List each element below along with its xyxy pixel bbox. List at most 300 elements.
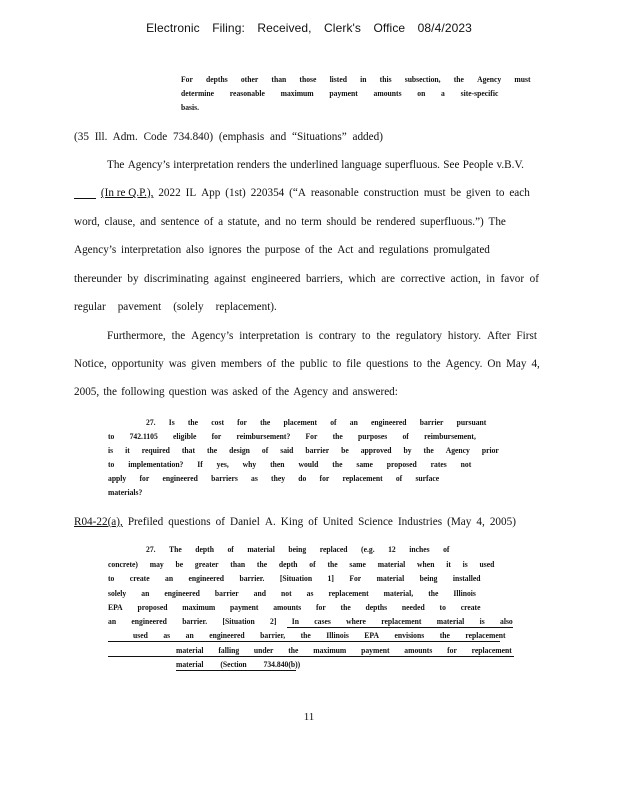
quote-line <box>176 660 300 669</box>
word: discriminating <box>144 273 209 285</box>
word: maximum <box>313 646 347 655</box>
word: cost <box>211 418 224 427</box>
word: engineered <box>188 574 225 583</box>
word: concrete) <box>108 560 138 569</box>
word: answered: <box>352 386 398 398</box>
word: 2022 <box>158 187 181 199</box>
word: why <box>242 460 257 469</box>
word: envisions <box>394 631 425 640</box>
quote-line <box>108 432 476 441</box>
word: (May <box>447 516 472 528</box>
word: asked <box>232 386 258 398</box>
word: the <box>423 446 434 455</box>
word: People <box>462 159 494 171</box>
word: should <box>326 216 357 228</box>
word: renders <box>236 159 270 171</box>
word: Industries <box>397 516 443 528</box>
word: was <box>168 358 187 370</box>
word: for <box>211 432 222 441</box>
word: given <box>465 187 491 199</box>
word: EPA <box>108 603 123 612</box>
word: replacement <box>465 631 506 640</box>
word: Agency <box>477 75 502 84</box>
word: an <box>185 631 194 640</box>
word: reimbursement, <box>424 432 476 441</box>
word: depths <box>365 603 388 612</box>
word: the <box>428 589 439 598</box>
word: 2] <box>270 617 277 626</box>
word: engineered <box>251 273 301 285</box>
word: of <box>215 516 225 528</box>
word: the <box>288 646 299 655</box>
word: required <box>141 446 170 455</box>
word: material <box>376 574 405 583</box>
word: engineered <box>164 589 200 598</box>
word: thereunder <box>74 273 122 285</box>
word: King <box>280 516 304 528</box>
word: it <box>446 560 451 569</box>
word: regulatory <box>396 330 443 342</box>
paragraph-line <box>74 273 539 285</box>
word: replacement <box>471 646 512 655</box>
word: this <box>379 75 392 84</box>
word: are <box>381 273 395 285</box>
word: an <box>108 617 117 626</box>
word: pursuant <box>456 418 487 427</box>
word: being <box>419 574 438 583</box>
word: sentence <box>160 216 200 228</box>
word: is <box>462 560 468 569</box>
word: create <box>129 574 150 583</box>
quote-line <box>181 75 531 84</box>
word: material, <box>383 589 414 598</box>
word: public <box>299 358 328 370</box>
word: for <box>237 418 247 427</box>
paragraph-line <box>107 330 537 342</box>
word: materials? <box>108 488 143 497</box>
word: then <box>270 460 285 469</box>
word: of <box>308 516 318 528</box>
word: may <box>149 560 164 569</box>
word: regular <box>74 301 106 313</box>
word: yes, <box>216 460 229 469</box>
word: [Situation <box>279 574 313 583</box>
word: the <box>300 631 311 640</box>
word: and <box>358 244 375 256</box>
quote-line <box>133 631 506 640</box>
word: those <box>299 75 317 84</box>
word: reimbursement? <box>236 432 291 441</box>
quote-line <box>108 446 499 455</box>
quote-line <box>108 560 494 569</box>
word: as <box>251 474 258 483</box>
word: Agency’s <box>191 330 234 342</box>
word: basis. <box>181 103 200 112</box>
word: payment <box>329 89 358 98</box>
word: and <box>264 216 281 228</box>
word: to <box>108 574 115 583</box>
word: in <box>360 75 367 84</box>
word: each <box>509 187 530 199</box>
word: of <box>266 358 277 370</box>
word: the <box>318 244 333 256</box>
word: and <box>253 589 266 598</box>
word: history. <box>447 330 482 342</box>
word: 4, <box>531 358 540 370</box>
word: no <box>285 216 297 228</box>
word: the <box>376 330 391 342</box>
word: is <box>305 330 313 342</box>
word: design <box>229 446 250 455</box>
word: In <box>291 617 299 626</box>
word: under <box>253 646 274 655</box>
word: Agency’s <box>127 159 170 171</box>
word: For <box>305 432 318 441</box>
word: is <box>479 617 485 626</box>
word: inches <box>409 545 430 554</box>
word: replacement <box>342 474 383 483</box>
word: May <box>505 358 527 370</box>
word: be <box>341 446 349 455</box>
docket-link[interactable]: R04-22(a), <box>74 516 123 528</box>
word: of <box>261 446 269 455</box>
word: of <box>443 545 450 554</box>
word: in <box>486 273 495 285</box>
word: of <box>204 216 214 228</box>
word: subsection, <box>404 75 441 84</box>
word: maximum <box>182 603 216 612</box>
word: statute, <box>227 216 260 228</box>
word: same <box>349 560 366 569</box>
word: Prefiled <box>127 516 164 528</box>
word: it <box>125 446 130 455</box>
word: given <box>191 358 216 370</box>
word: 1] <box>327 574 334 583</box>
word: language <box>341 159 382 171</box>
word: On <box>487 358 502 370</box>
word: (e.g. <box>361 545 375 554</box>
word: 2005) <box>489 516 516 528</box>
word: Illinois <box>326 631 349 640</box>
word: Agency <box>445 446 470 455</box>
word: eligible <box>173 432 197 441</box>
word: for <box>316 603 326 612</box>
word: of <box>330 418 337 427</box>
word: create <box>460 603 481 612</box>
word: Agency’s <box>74 244 117 256</box>
word: do <box>298 474 307 483</box>
word: depth <box>195 545 214 554</box>
word: 27. <box>146 545 156 554</box>
word: the <box>426 358 441 370</box>
word: following <box>121 386 165 398</box>
word: Act <box>337 244 354 256</box>
word: superfluous.”) <box>420 216 484 228</box>
word: 734.840(b)) <box>263 660 301 669</box>
word: to <box>361 330 371 342</box>
word: the <box>332 460 343 469</box>
word: App <box>201 187 221 199</box>
word: After <box>486 330 511 342</box>
paragraph-line <box>74 386 398 398</box>
word: (“A <box>289 187 306 199</box>
word: to <box>495 187 505 199</box>
word: than <box>271 75 287 84</box>
word: payment <box>361 646 390 655</box>
word: rates <box>430 460 447 469</box>
word: also <box>185 244 204 256</box>
word: the <box>171 330 186 342</box>
case-citation-link[interactable]: (In re Q.P.), <box>100 187 154 199</box>
word: when <box>417 560 435 569</box>
word: listed <box>329 75 347 84</box>
word: the <box>260 418 271 427</box>
word: material <box>436 617 465 626</box>
word: the <box>206 446 218 455</box>
word: proposed <box>386 460 417 469</box>
word: corrective <box>400 273 446 285</box>
quote-line <box>108 460 471 469</box>
quote-line <box>108 589 476 598</box>
word: falling <box>218 646 240 655</box>
word: replaced <box>319 545 348 554</box>
quote-line <box>146 418 486 427</box>
word: surface <box>415 474 440 483</box>
word: same <box>356 460 373 469</box>
paragraph-line <box>74 301 540 313</box>
word: the <box>332 432 343 441</box>
word: to <box>108 460 115 469</box>
word: maximum <box>280 89 314 98</box>
word: to <box>108 432 115 441</box>
paragraph-line <box>74 244 490 256</box>
word: where <box>346 617 366 626</box>
word: barrier, <box>260 631 286 640</box>
word: (1st) <box>225 187 246 199</box>
word: Daniel <box>229 516 260 528</box>
word: term <box>301 216 322 228</box>
word: construction <box>363 187 419 199</box>
word: determine <box>181 89 215 98</box>
word: interpretation <box>173 159 234 171</box>
word: not <box>281 589 292 598</box>
word: a <box>218 216 224 228</box>
word: of <box>304 244 315 256</box>
word: 220354 <box>250 187 285 199</box>
word: must <box>514 75 531 84</box>
word: for <box>139 474 150 483</box>
word: was <box>210 386 229 398</box>
word: engineered <box>371 418 407 427</box>
word: be <box>360 216 372 228</box>
paragraph-line <box>74 216 506 228</box>
word: be <box>450 187 462 199</box>
word: used <box>479 560 495 569</box>
word: opportunity <box>111 358 164 370</box>
word: The <box>169 545 182 554</box>
word: barrier <box>419 418 444 427</box>
word: barrier <box>214 589 239 598</box>
word: barrier. <box>182 617 208 626</box>
source-citation-1: (35 Ill. Adm. Code 734.840) (emphasis and “Situations” added) <box>74 131 383 143</box>
word: of <box>309 560 316 569</box>
word: material <box>247 545 275 554</box>
word: greater <box>194 560 219 569</box>
word: the <box>340 603 351 612</box>
word: (solely <box>173 301 204 313</box>
word: they <box>271 474 286 483</box>
word: Illinois <box>453 589 476 598</box>
word: Science <box>358 516 393 528</box>
word: and <box>139 216 157 228</box>
word: needed <box>401 603 425 612</box>
word: favor <box>500 273 525 285</box>
word: said <box>280 446 294 455</box>
word: Notice, <box>74 358 107 370</box>
word: 4, <box>476 516 485 528</box>
emphasis-underline <box>108 641 500 642</box>
word: ignores <box>208 244 242 256</box>
word: amounts <box>404 646 433 655</box>
word: payment <box>230 603 259 612</box>
word: material <box>176 646 204 655</box>
word: underlined <box>290 159 338 171</box>
word: 2005, <box>74 386 100 398</box>
word: engineered <box>131 617 167 626</box>
word: a <box>441 89 445 98</box>
word: against <box>214 273 246 285</box>
word: proposed <box>137 603 168 612</box>
word: an <box>141 589 150 598</box>
word: Agency <box>293 386 329 398</box>
citation-link-underline-lead <box>74 187 96 199</box>
word: would <box>298 460 319 469</box>
word: [Situation <box>222 617 255 626</box>
word: an <box>165 574 174 583</box>
word: clause, <box>104 216 136 228</box>
word: Agency. <box>445 358 483 370</box>
word: and <box>332 386 349 398</box>
word: site-specific <box>460 89 499 98</box>
word: as <box>163 631 171 640</box>
word: amounts <box>373 89 402 98</box>
word: regulations <box>378 244 429 256</box>
word: engineered <box>162 474 198 483</box>
word: amounts <box>273 603 302 612</box>
word: replacement). <box>215 301 277 313</box>
emphasis-underline <box>108 656 514 657</box>
word: question <box>168 386 207 398</box>
word: an <box>349 418 358 427</box>
word: the <box>246 244 260 256</box>
word: superfluous. <box>384 159 440 171</box>
word: to <box>413 358 422 370</box>
prefiled-questions-citation <box>74 516 516 528</box>
word: action, <box>450 273 481 285</box>
word: barrier. <box>239 574 265 583</box>
word: reasonable <box>229 89 265 98</box>
word: rendered <box>376 216 416 228</box>
word: pavement <box>117 301 162 313</box>
word: solely <box>108 589 127 598</box>
word: 12 <box>388 545 396 554</box>
word: EPA <box>364 631 379 640</box>
word: the <box>275 386 290 398</box>
word: not <box>460 460 472 469</box>
word: installed <box>452 574 481 583</box>
word: the <box>187 418 199 427</box>
paragraph-line <box>74 187 530 199</box>
filing-header: Electronic Filing: Received, Clerk's Office 08/4/2023 <box>146 21 472 35</box>
word: questions <box>168 516 211 528</box>
quote-line <box>108 603 481 612</box>
word: the <box>103 386 117 398</box>
word: Is <box>168 418 175 427</box>
word: v.B.V. <box>496 159 524 171</box>
quote-line <box>108 488 142 497</box>
word: for <box>447 646 457 655</box>
word: of <box>402 432 409 441</box>
word: also <box>500 617 513 626</box>
word: of <box>529 273 539 285</box>
word: the <box>439 631 450 640</box>
word: interpretation <box>120 244 182 256</box>
word: material <box>377 560 406 569</box>
word: (Section <box>220 660 247 669</box>
word: For <box>181 75 193 84</box>
word: barrier <box>305 446 330 455</box>
word: approved <box>360 446 392 455</box>
word: IL <box>185 187 197 199</box>
word: placement <box>283 418 318 427</box>
word: barriers <box>211 474 238 483</box>
word: The <box>488 216 506 228</box>
word: to <box>439 603 446 612</box>
word: barriers, <box>305 273 343 285</box>
word: word, <box>74 216 100 228</box>
word: which <box>348 273 376 285</box>
word: replacement <box>328 589 369 598</box>
word: of <box>395 474 403 483</box>
word: of <box>227 545 234 554</box>
word: depths <box>206 75 228 84</box>
word: other <box>240 75 259 84</box>
word: United <box>322 516 354 528</box>
word: of <box>262 386 272 398</box>
word: replacement <box>381 617 422 626</box>
word: the <box>281 358 295 370</box>
word: than <box>230 560 246 569</box>
word: questions <box>366 358 409 370</box>
paragraph-line <box>107 159 524 171</box>
word: 742.1105 <box>129 432 158 441</box>
word: interpretation <box>239 330 300 342</box>
word: the <box>256 560 268 569</box>
quote-line <box>108 574 481 583</box>
word: depth <box>278 560 298 569</box>
quote-line <box>176 646 512 655</box>
word: implementation? <box>128 460 184 469</box>
quote-line <box>108 474 439 483</box>
quote-line <box>181 89 498 98</box>
word: 27. <box>146 418 156 427</box>
word: promulgated <box>433 244 490 256</box>
word: the <box>273 159 287 171</box>
word: that <box>181 446 195 455</box>
word: purpose <box>264 244 301 256</box>
word: Furthermore, <box>107 330 166 342</box>
word: used <box>133 631 148 640</box>
